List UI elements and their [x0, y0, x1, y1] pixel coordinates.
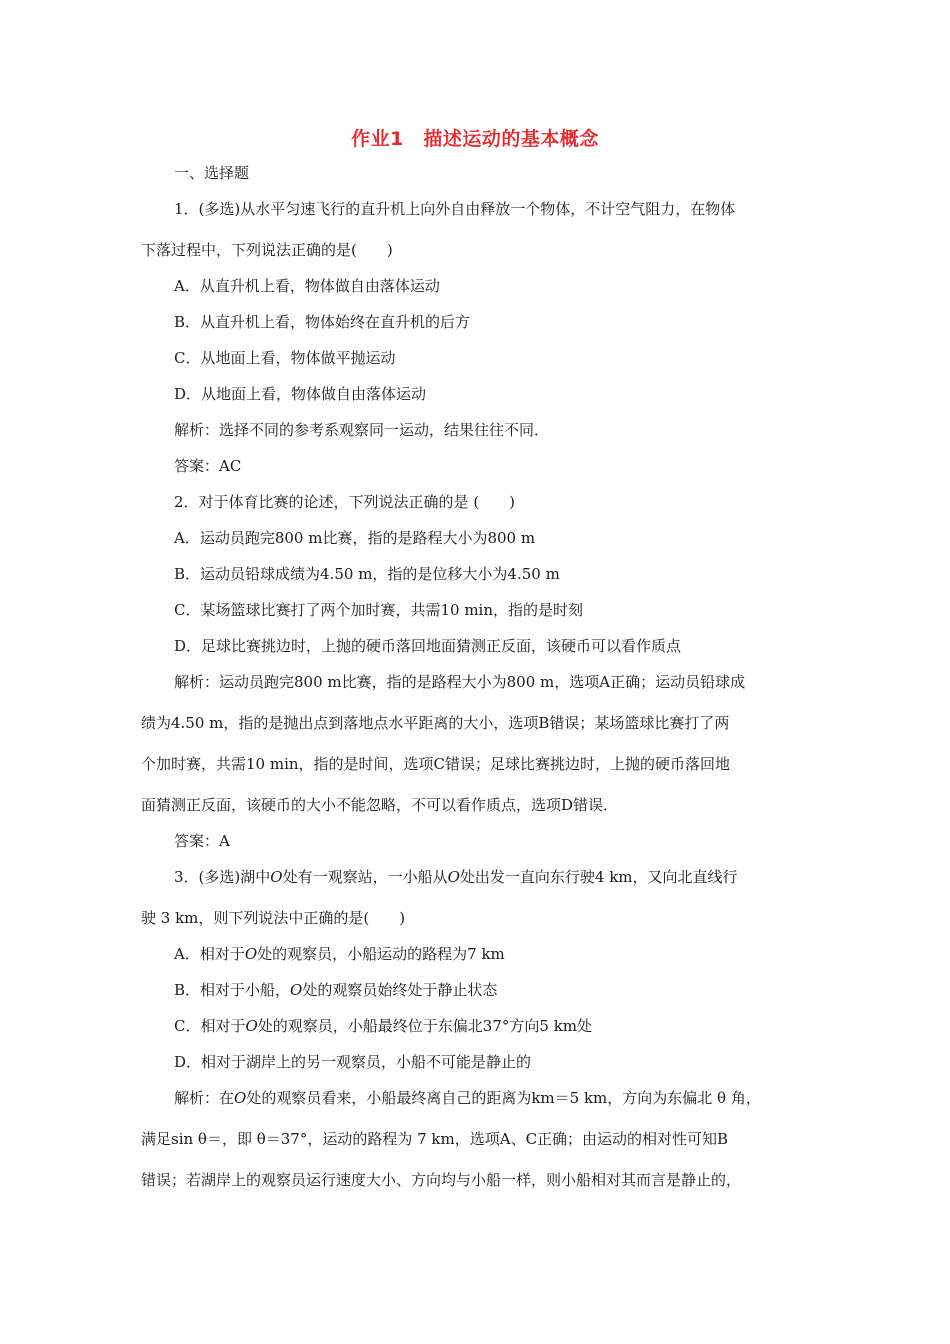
q3-stem-text: 处出发一直向东行驶4 km，又向北直线行	[459, 868, 738, 886]
point-o-label: O	[244, 945, 258, 963]
q2-analysis-line-2: 绩为4.50 m，指的是抛出点到落地点水平距离的大小，选项B错误；某场篮球比赛打了两	[141, 714, 730, 732]
q2-analysis-line-4: 面猜测正反面，该硬币的大小不能忽略，不可以看作质点，选项D错误．	[141, 796, 619, 814]
q3-stem-text: 3．(多选)湖中	[174, 868, 271, 886]
q3-analysis-line-1	[174, 1088, 761, 1108]
q3-option-c-text: C．相对于	[174, 1017, 246, 1035]
q2-option-b: B．运动员铅球成绩为4.50 m，指的是位移大小为4.50 m	[174, 565, 560, 583]
q1-option-b: B．从直升机上看，物体始终在直升机的后方	[174, 313, 471, 331]
section-heading: 一、选择题	[174, 164, 250, 182]
q2-analysis-line-3: 个加时赛，共需10 min，指的是时间，选项C错误；足球比赛挑边时，上抛的硬币落回地	[141, 755, 731, 773]
q3-option-b	[174, 980, 497, 1000]
q3-option-c	[174, 1016, 592, 1036]
q2-analysis-line-1: 解析：运动员跑完800 m比赛，指的是路程大小为800 m，选项A正确；运动员铅球成	[174, 673, 746, 691]
q3-option-b-text: B．相对于小船，	[174, 981, 291, 999]
q1-option-d: D．从地面上看，物体做自由落体运动	[174, 385, 427, 403]
q2-option-d: D．足球比赛挑边时，上抛的硬币落回地面猜测正反面，该硬币可以看作质点	[174, 637, 682, 655]
q1-option-a: A．从直升机上看，物体做自由落体运动	[174, 277, 440, 295]
q1-option-c: C．从地面上看，物体做平抛运动	[174, 349, 396, 367]
q1-stem-line-2: 下落过程中，下列说法正确的是( )	[141, 241, 393, 259]
point-o-label: O	[270, 868, 283, 886]
q2-stem: 2．对于体育比赛的论述，下列说法正确的是 ( )	[174, 493, 516, 511]
q3-option-a-text: A．相对于	[174, 945, 245, 963]
q3-option-d: D．相对于湖岸上的另一观察员，小船不可能是静止的	[174, 1053, 532, 1071]
q3-analysis-text: 处的观察员看来，小船最终离自己的距离为km＝5 km，方向为东偏北 θ 角，	[246, 1089, 761, 1107]
point-o-label: O	[447, 868, 460, 886]
q2-option-a: A．运动员跑完800 m比赛，指的是路程大小为800 m	[174, 529, 536, 547]
q3-option-b-text: 处的观察员始终处于静止状态	[302, 981, 498, 999]
q3-option-a-text: 处的观察员，小船运动的路程为7 km	[257, 945, 505, 963]
q1-analysis: 解析：选择不同的参考系观察同一运动，结果往往不同．	[174, 421, 550, 439]
q2-option-c: C．某场篮球比赛打了两个加时赛，共需10 min，指的是时刻	[174, 601, 584, 619]
q3-stem-text: 处有一观察站，一小船从	[282, 868, 448, 886]
q3-stem-line-2: 驶 3 km，则下列说法中正确的是( )	[141, 909, 406, 927]
q3-option-c-text: 处的观察员，小船最终位于东偏北37°方向5 km处	[257, 1017, 593, 1035]
q3-analysis-text: 解析：在	[174, 1089, 235, 1107]
q3-analysis-line-2: 满足sin θ＝，即 θ＝37°，运动的路程为 7 km，选项A、C正确；由运动的相对性可知B	[141, 1130, 729, 1148]
point-o-label: O	[290, 981, 303, 999]
q1-stem-line-1: 1．(多选)从水平匀速飞行的直升机上向外自由释放一个物体，不计空气阻力，在物体	[174, 200, 736, 218]
point-o-label: O	[234, 1089, 247, 1107]
q3-analysis-line-3: 错误；若湖岸上的观察员运行速度大小、方向均与小船一样，则小船相对其而言是静止的，	[141, 1171, 742, 1189]
page-title: 作业1 描述运动的基本概念	[351, 128, 599, 150]
point-o-label: O	[245, 1017, 258, 1035]
q3-stem-line-1	[174, 867, 738, 887]
q2-answer: 答案：A	[174, 832, 230, 850]
q3-option-a	[174, 944, 505, 964]
q1-answer: 答案：AC	[174, 457, 242, 475]
